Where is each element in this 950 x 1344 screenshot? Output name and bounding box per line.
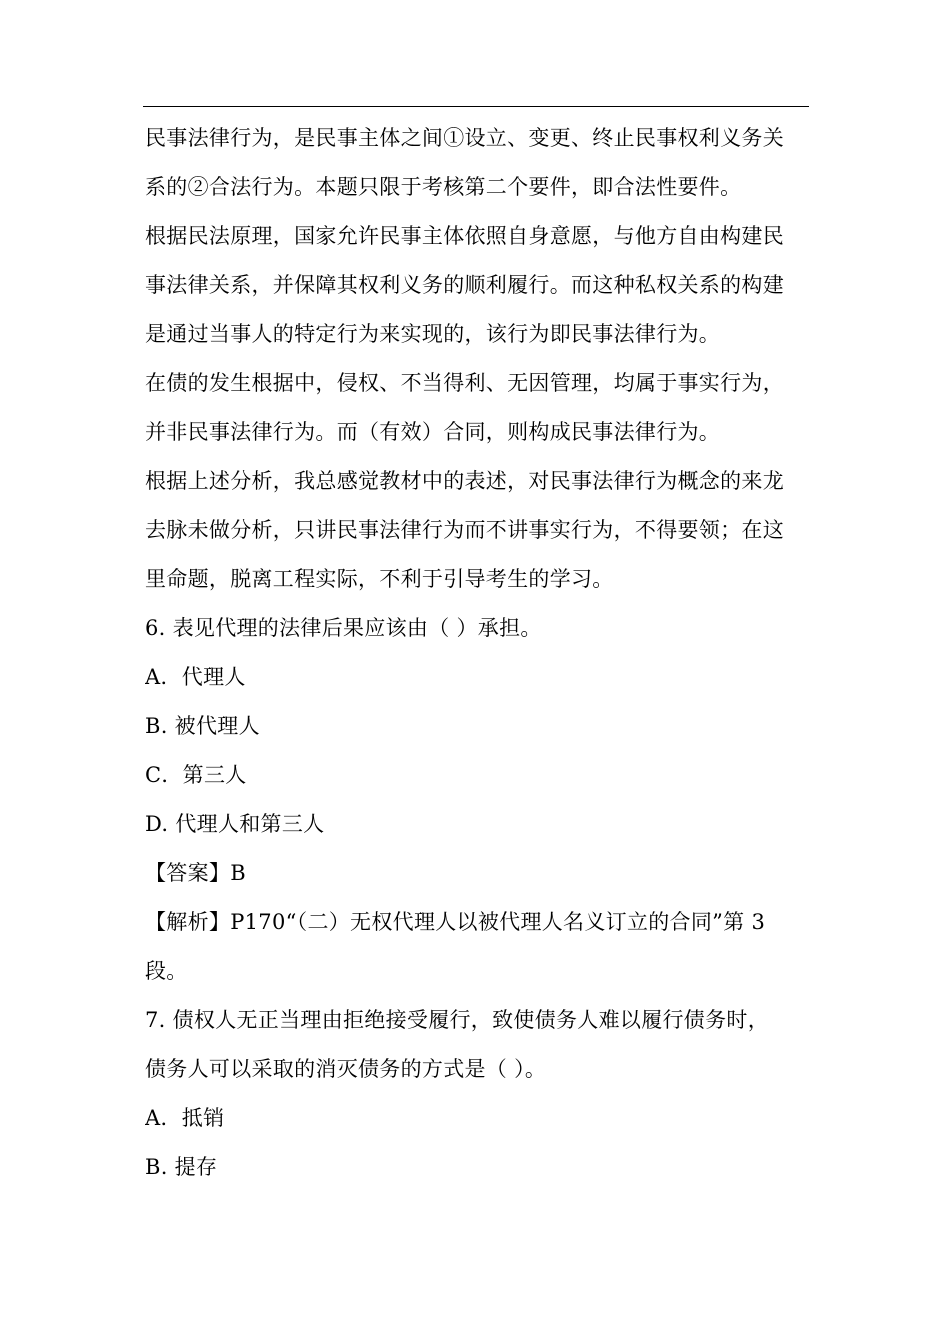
question-7: 7. 债权人无正当理由拒绝接受履行，致使债务人难以履行债务时， (145, 1008, 770, 1032)
document-body (145, 114, 809, 1192)
question-6-analysis: 【解析】P170“（二）无权代理人以被代理人名义订立的合同”第 3 (145, 910, 766, 934)
question-7-option-b: B. 提存 (145, 1155, 218, 1179)
paragraph-line: 是通过当事人的特定行为来实现的，该行为即民事法律行为。 (145, 322, 721, 346)
paragraph-line: 里命题，脱离工程实际，不利于引导考生的学习。 (145, 567, 614, 591)
question-7-option-a: A．抵销 (145, 1106, 225, 1130)
question-6-option-c: C．第三人 (145, 763, 247, 787)
question-6-option-b: B. 被代理人 (145, 714, 260, 738)
paragraph-line: 系的②合法行为。本题只限于考核第二个要件，即合法性要件。 (145, 175, 742, 199)
paragraph-line: 根据民法原理，国家允许民事主体依照自身意愿，与他方自由构建民 (145, 224, 784, 248)
question-6-option-a: A．代理人 (145, 665, 246, 689)
paragraph-line: 在债的发生根据中，侵权、不当得利、无因管理，均属于事实行为， (145, 371, 784, 395)
paragraph-line: 去脉未做分析，只讲民事法律行为而不讲事实行为，不得要领；在这 (145, 518, 784, 542)
paragraph-line: 根据上述分析，我总感觉教材中的表述，对民事法律行为概念的来龙 (145, 469, 784, 493)
question-6-analysis-cont: 段。 (145, 959, 188, 983)
paragraph-line: 民事法律行为，是民事主体之间①设立、变更、终止民事权利义务关 (145, 126, 784, 150)
paragraph-line: 事法律关系，并保障其权利义务的顺利履行。而这种私权关系的构建 (145, 273, 784, 297)
question-7-cont: 债务人可以采取的消灭债务的方式是（ ）。 (145, 1057, 547, 1081)
paragraph-line: 并非民事法律行为。而（有效）合同，则构成民事法律行为。 (145, 420, 721, 444)
header-rule (143, 106, 809, 107)
question-6-answer: 【答案】B (145, 861, 246, 885)
question-6: 6. 表见代理的法律后果应该由（ ）承担。 (145, 616, 542, 640)
question-6-option-d: D. 代理人和第三人 (145, 812, 325, 836)
